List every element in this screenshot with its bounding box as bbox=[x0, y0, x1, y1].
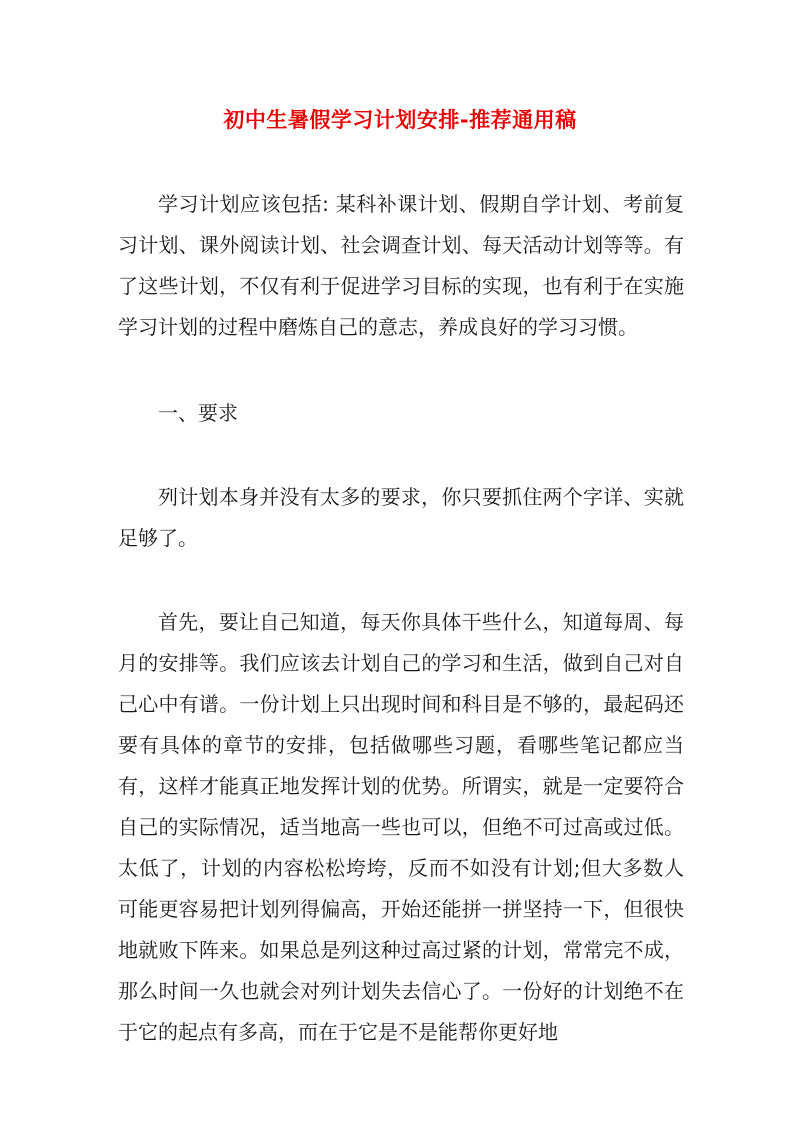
paragraph-details: 首先，要让自己知道，每天你具体干些什么，知道每周、每月的安排等。我们应该去计划自己的学习和生活，做到自己对自己心中有谱。一份计划上只出现时间和科目是不够的，最起码还要有具体的章节的安排，包括做哪些习题，看哪些笔记都应当有，这样才能真正地发挥计划的优势。所谓实，就是一定要符合自己的实际情况，适当地高一些也可以，但绝不可过高或过低。太低了，计划的内容松松垮垮，反而不如没有计划;但大多数人可能更容易把计划列得偏高，开始还能拼一拼坚持一下，但很快地就败下阵来。如果总是列这种过高过紧的计划，常常完不成，那么时间一久也就会对列计划失去信心了。一份好的计划绝不在于它的起点有多高，而在于它是不是能帮你更好地 bbox=[118, 610, 684, 1044]
paragraph-requirements: 列计划本身并没有太多的要求，你只要抓住两个字详、实就足够了。 bbox=[118, 485, 684, 550]
section-heading-requirements: 一、要求 bbox=[158, 401, 238, 425]
document-title: 初中生暑假学习计划安排-推荐通用稿 bbox=[223, 108, 577, 132]
paragraph-intro: 学习计划应该包括: 某科补课计划、假期自学计划、考前复习计划、课外阅读计划、社会调查计划、每天活动计划等等。有了这些计划，不仅有利于促进学习目标的实现，也有利于在实施学习计划的过程中磨炼自己的意志，养成良好的学习习惯。 bbox=[118, 192, 684, 339]
